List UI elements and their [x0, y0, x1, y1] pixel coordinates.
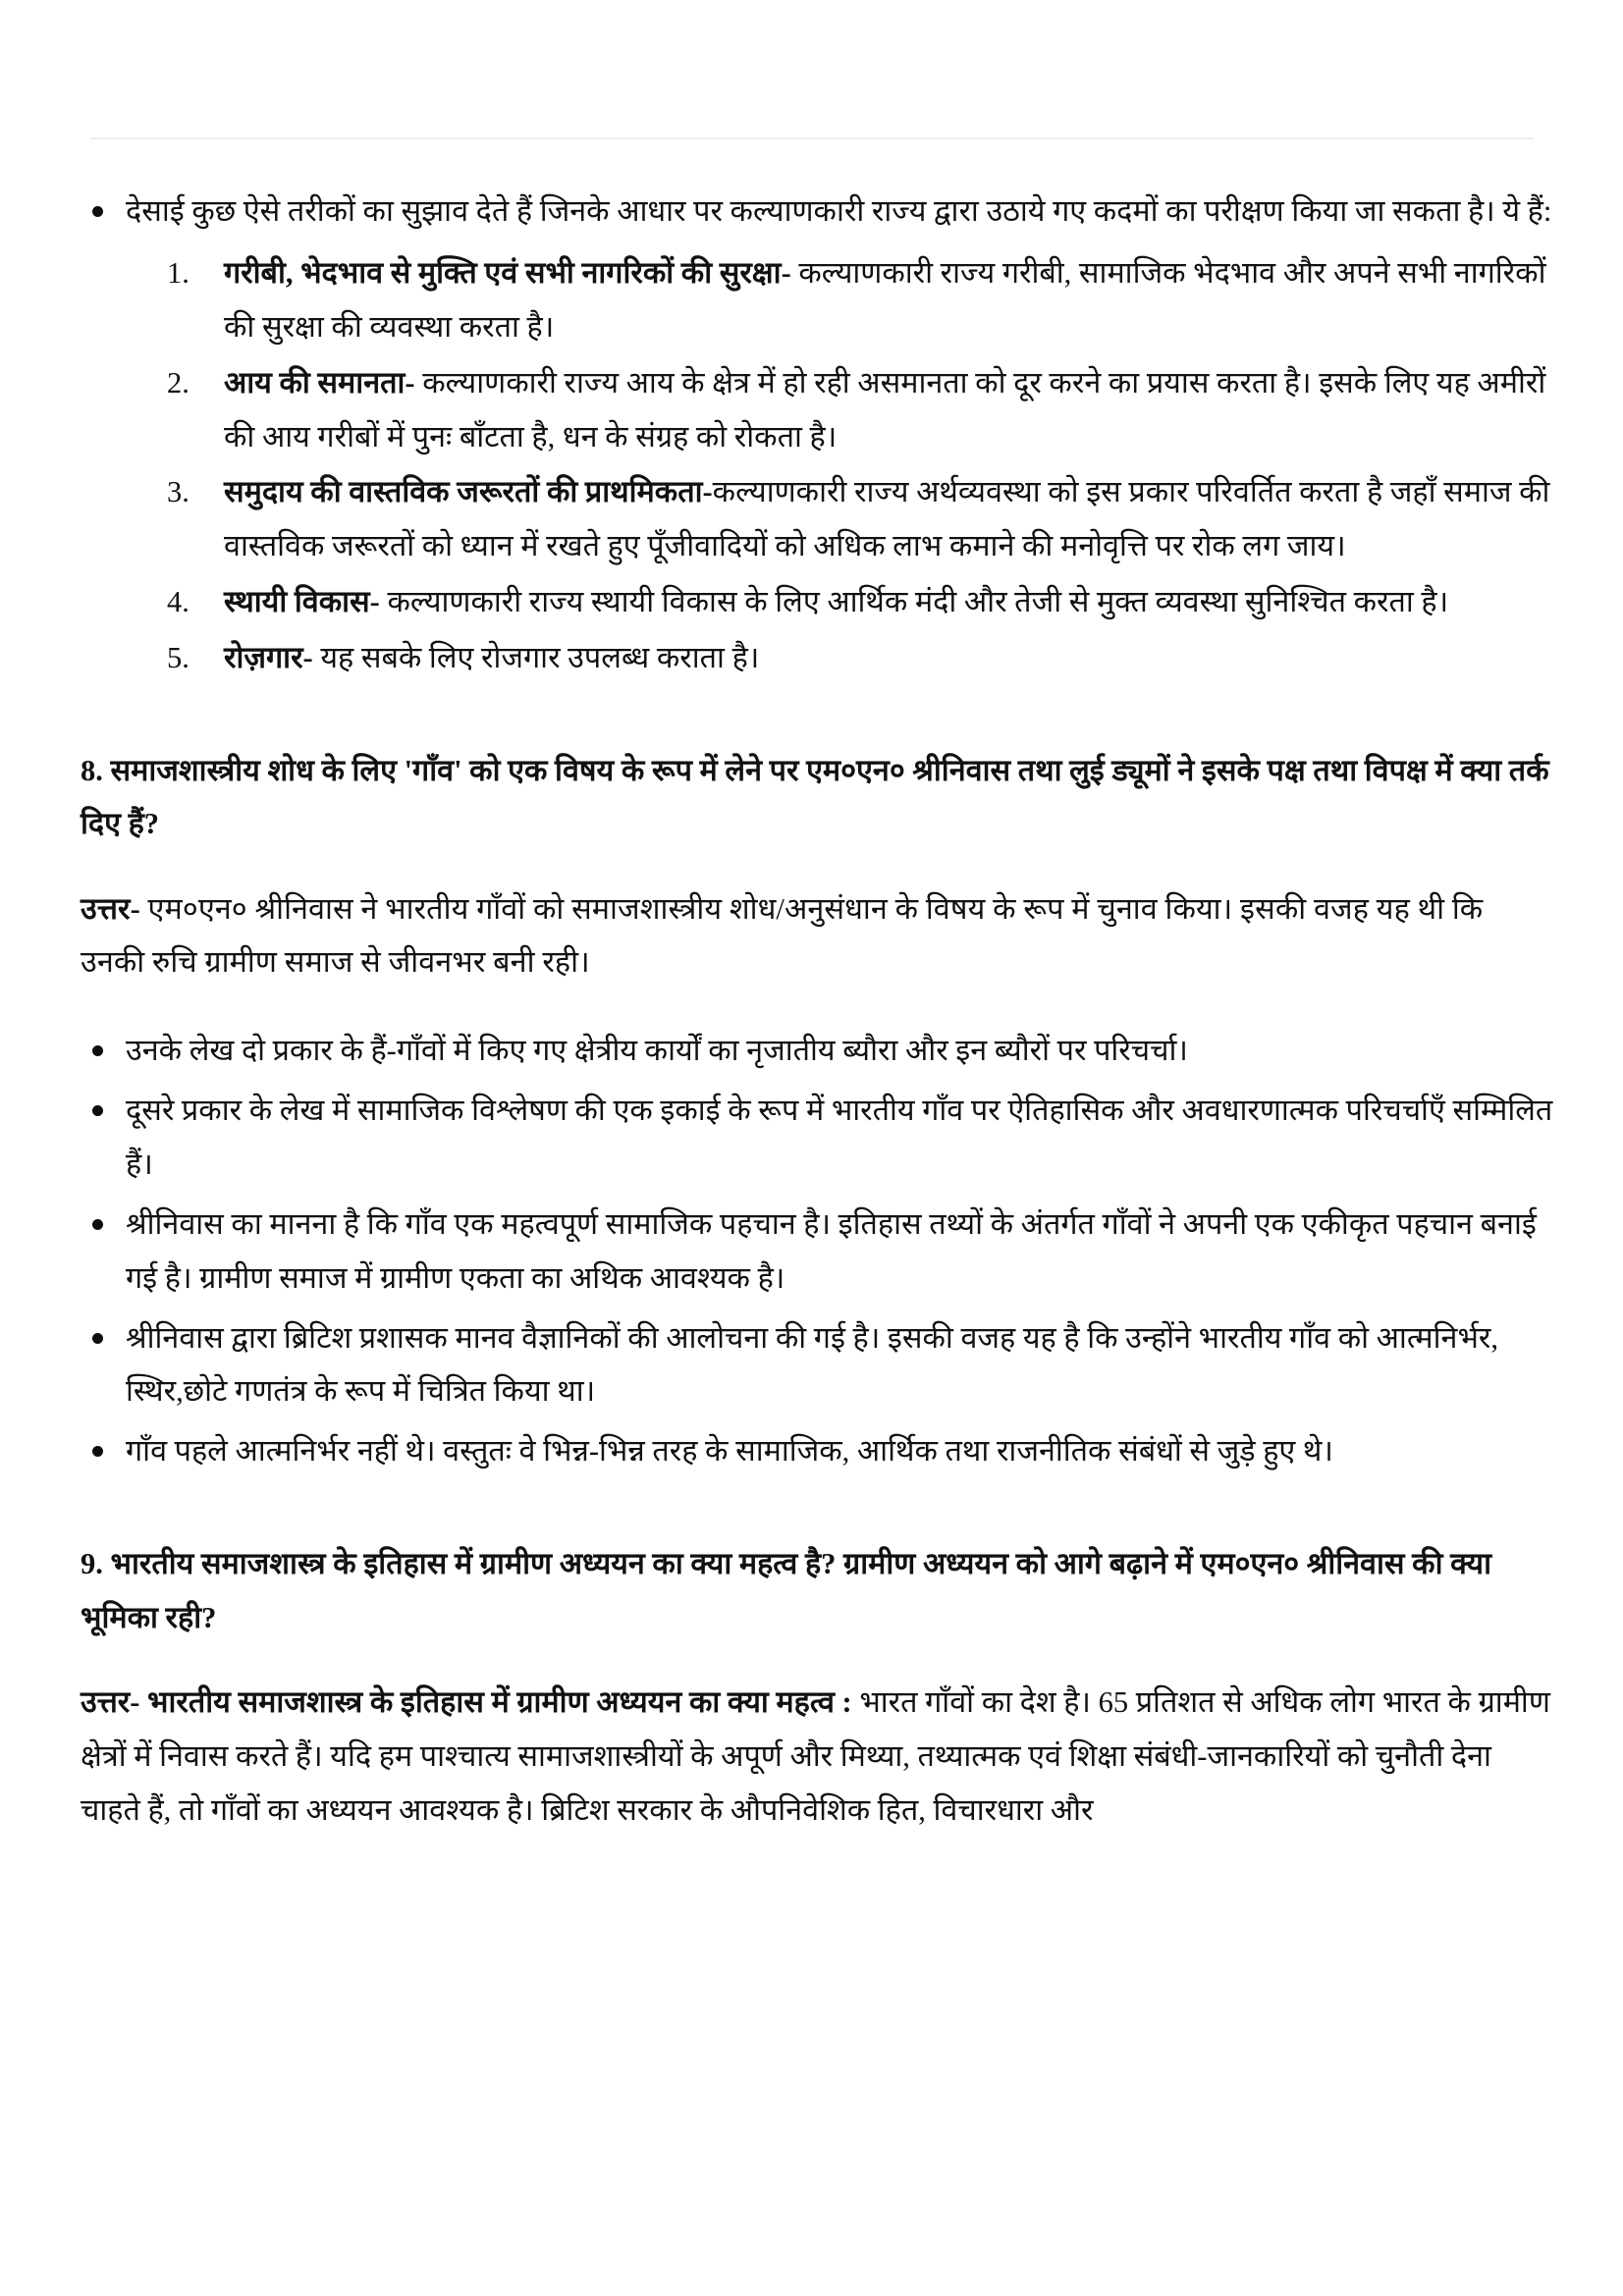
list-item	[167, 465, 1553, 573]
list-item-description: यह सबके लिए रोजगार उपलब्ध कराता है।	[312, 641, 760, 675]
list-item-number: 4.	[167, 585, 189, 619]
question-8-answer	[81, 882, 1553, 989]
list-item	[81, 1198, 1553, 1306]
list-item	[167, 575, 1553, 629]
list-item	[167, 246, 1553, 354]
list-item-term: समुदाय की वास्तविक जरूरतों की प्राथमिकता-	[224, 475, 713, 509]
list-item	[81, 185, 1553, 685]
list-item	[81, 1311, 1553, 1419]
document-content	[81, 185, 1553, 1838]
list-item-description: कल्याणकारी राज्य गरीबी, सामाजिक भेदभाव और अपने सभी नागरिकों की सुरक्षा की व्यवस्था करता है।	[224, 255, 1546, 344]
answer-body: भारत गाँवों का देश है। 65 प्रतिशत से अधिक लोग भारत के ग्रामीण क्षेत्रों में निवास करते हैं। यदि हम पाश्चात्य सामाजशास्त्रीयों के अपूर्ण और मिथ्या, तथ्यात्मक एवं शिक्षा संबंधी-जानकारियों को चुनौती देना चाहते हैं, तो गाँवों का अध्ययन आवश्यक है। ब्रिटिश सरकार के औपनिवेशिक हित, विचारधारा और	[81, 1684, 1550, 1827]
list-item-description: कल्याणकारी राज्य आय के क्षेत्र में हो रही असमानता को दूर करने का प्रयास करता है। इसके लिए यह अमीरों की आय गरीबों में पुनः बाँटता है, धन के संग्रह को रोकता है।	[224, 365, 1546, 454]
question-8-bullet-list	[81, 1024, 1553, 1478]
list-item-text: श्रीनिवास का मानना है कि गाँव एक महत्वपूर्ण सामाजिक पहचान है। इतिहास तथ्यों के अंतर्गत गाँवों ने अपनी एक एकीकृत पहचान बनाई गई है। ग्रामीण समाज में ग्रामीण एकता का अथिक आवश्यक है।	[126, 1206, 1537, 1295]
question-9-answer	[81, 1676, 1553, 1838]
list-item	[167, 356, 1553, 464]
spacer	[81, 861, 1553, 882]
answer-body: एम०एन० श्रीनिवास ने भारतीय गाँवों को समाजशास्त्रीय शोध/अनुसंधान के विषय के रूप में चुनाव किया। इसकी वजह यह थी कि उनकी रुचि ग्रामीण समाज से जीवनभर बनी रही।	[81, 891, 1484, 979]
list-item	[167, 631, 1553, 685]
list-item	[81, 1424, 1553, 1478]
list-item-term: गरीबी, भेदभाव से मुक्ति एवं सभी नागरिकों की सुरक्षा-	[224, 255, 791, 290]
numbered-points-list	[167, 246, 1553, 685]
list-item	[81, 1084, 1553, 1192]
spacer	[81, 1002, 1553, 1024]
list-item-number: 3.	[167, 475, 189, 509]
answer-subheading: भारतीय समाजशास्त्र के इतिहास में ग्रामीण अध्ययन का क्या महत्व :	[139, 1684, 852, 1719]
answer-label: उत्तर-	[81, 891, 140, 926]
section-spacer	[81, 691, 1553, 744]
list-item-description: कल्याणकारी राज्य स्थायी विकास के लिए आर्थिक मंदी और तेजी से मुक्त व्यवस्था सुनिश्चित करता है।	[379, 585, 1449, 619]
answer-label: उत्तर-	[81, 1684, 140, 1719]
header-divider	[90, 137, 1534, 139]
list-item-term: रोज़गार-	[224, 641, 313, 675]
question-9-heading: 9. भारतीय समाजशास्त्र के इतिहास में ग्रामीण अध्ययन का क्या महत्व है? ग्रामीण अध्ययन को आगे बढ़ाने में एम०एन० श्रीनिवास की क्या भूमिका रही?	[81, 1547, 1492, 1634]
list-item	[81, 1024, 1553, 1078]
list-item-text: उनके लेख दो प्रकार के हैं-गाँवों में किए गए क्षेत्रीय कार्यों का नृजातीय ब्यौरा और इन ब्यौरों पर परिचर्चा।	[126, 1034, 1188, 1068]
list-item-number: 2.	[167, 365, 189, 400]
list-item-description: कल्याणकारी राज्य अर्थव्यवस्था को इस प्रकार परिवर्तित करता है जहाँ समाज की वास्तविक जरूरतों को ध्यान में रखते हुए पूँजीवादियों को अधिक लाभ कमाने की मनोवृत्ति पर रोक लग जाय।	[224, 475, 1550, 563]
list-item-text: गाँव पहले आत्मनिर्भर नहीं थे। वस्तुतः वे भिन्न-भिन्न तरह के सामाजिक, आर्थिक तथा राजनीतिक संबंधों से जुड़े हुए थे।	[126, 1434, 1333, 1468]
list-item-text: श्रीनिवास द्वारा ब्रिटिश प्रशासक मानव वैज्ञानिकों की आलोचना की गई है। इसकी वजह यह है कि उन्होंने भारतीय गाँव को आत्मनिर्भर, स्थिर,छोटे गणतंत्र के रूप में चित्रित किया था।	[126, 1320, 1498, 1409]
intro-bullet-text: देसाई कुछ ऐसे तरीकों का सुझाव देते हैं जिनके आधार पर कल्याणकारी राज्य द्वारा उठाये गए कदमों का परीक्षण किया जा सकता है। ये हैं:	[126, 194, 1552, 228]
section-spacer	[81, 1484, 1553, 1537]
intro-bullet-list	[81, 185, 1553, 685]
question-8-heading: 8. समाजशास्त्रीय शोध के लिए 'गाँव' को एक विषय के रूप में लेने पर एम०एन० श्रीनिवास तथा लुई ड्यूमों ने इसके पक्ष तथा विपक्ष में क्या तर्क दिए हैं?	[81, 754, 1549, 841]
list-item-term: स्थायी विकास-	[224, 585, 380, 619]
list-item-text: दूसरे प्रकार के लेख में सामाजिक विश्लेषण की एक इकाई के रूप में भारतीय गाँव पर ऐतिहासिक और अवधारणात्मक परिचर्चाएँ सम्मिलित हैं।	[126, 1094, 1553, 1181]
list-item-term: आय की समानता-	[224, 365, 415, 400]
spacer	[81, 1654, 1553, 1676]
list-item-number: 5.	[167, 641, 189, 675]
list-item-number: 1.	[167, 255, 189, 290]
numbered-points-wrapper	[167, 246, 1553, 685]
